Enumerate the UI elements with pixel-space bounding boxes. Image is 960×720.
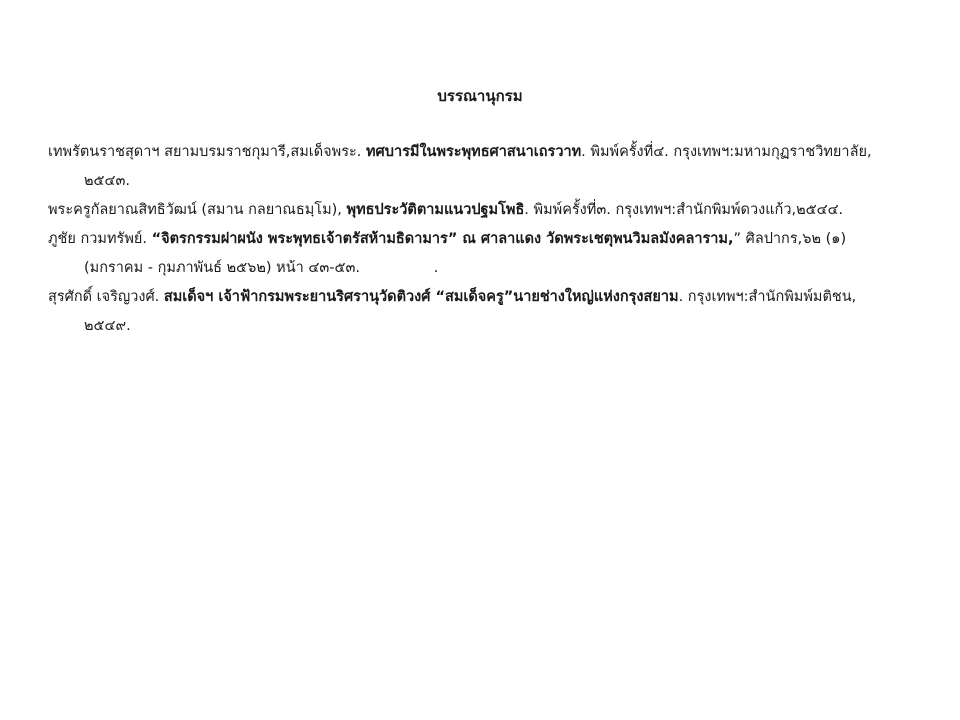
reference-publication: . พิมพ์ครั้งที่๓. กรุงเทพฯ:สำนักพิมพ์ดวงแก้ว,๒๕๔๔.: [524, 202, 844, 218]
reference-publication: . กรุงเทพฯ:สำนักพิมพ์มติชน,: [678, 289, 857, 305]
reference-publication: ” ศิลปากร,๖๒ (๑): [733, 231, 847, 247]
reference-entry: [48, 138, 928, 196]
reference-entry: [48, 283, 928, 341]
reference-list: [48, 138, 928, 341]
reference-entry: [48, 196, 928, 225]
reference-continuation: (มกราคม - กุมภาพันธ์ ๒๕๖๒) หน้า ๔๓-๕๓. .: [84, 260, 439, 276]
bibliography-heading: บรรณานุกรม: [437, 87, 523, 105]
reference-continuation: ๒๕๔๓.: [84, 173, 131, 189]
reference-author: พระครูกัลยาณสิทธิวัฒน์ (สมาน กลยาณธมฺโม),: [48, 202, 347, 218]
reference-title: ทศบารมีในพระพุทธศาสนาเถรวาท: [366, 144, 582, 160]
reference-title: พุทธประวัติตามแนวปฐมโพธิ: [346, 202, 525, 218]
reference-author: เทพรัตนราชสุดาฯ สยามบรมราชกุมารี,สมเด็จพระ.: [48, 144, 366, 160]
reference-title: สมเด็จฯ เจ้าฟ้ากรมพระยานริศรานุวัดติวงศ์ “สมเด็จครู”นายช่างใหญ่แห่งกรุงสยาม: [163, 289, 679, 305]
reference-entry: [48, 225, 928, 283]
reference-title: “จิตรกรรมฝาผนัง พระพุทธเจ้าตรัสห้ามธิดามาร” ณ ศาลาแดง วัดพระเชตุพนวิมลมังคลาราม,: [151, 231, 734, 247]
reference-publication: . พิมพ์ครั้งที่๔. กรุงเทพฯ:มหามกุฏราชวิทยาลัย,: [581, 144, 872, 160]
reference-continuation: ๒๕๔๙.: [84, 318, 131, 334]
reference-author: สุรศักดิ์ เจริญวงศ์.: [48, 289, 164, 305]
reference-author: ภูชัย กวมทรัพย์.: [48, 231, 152, 247]
